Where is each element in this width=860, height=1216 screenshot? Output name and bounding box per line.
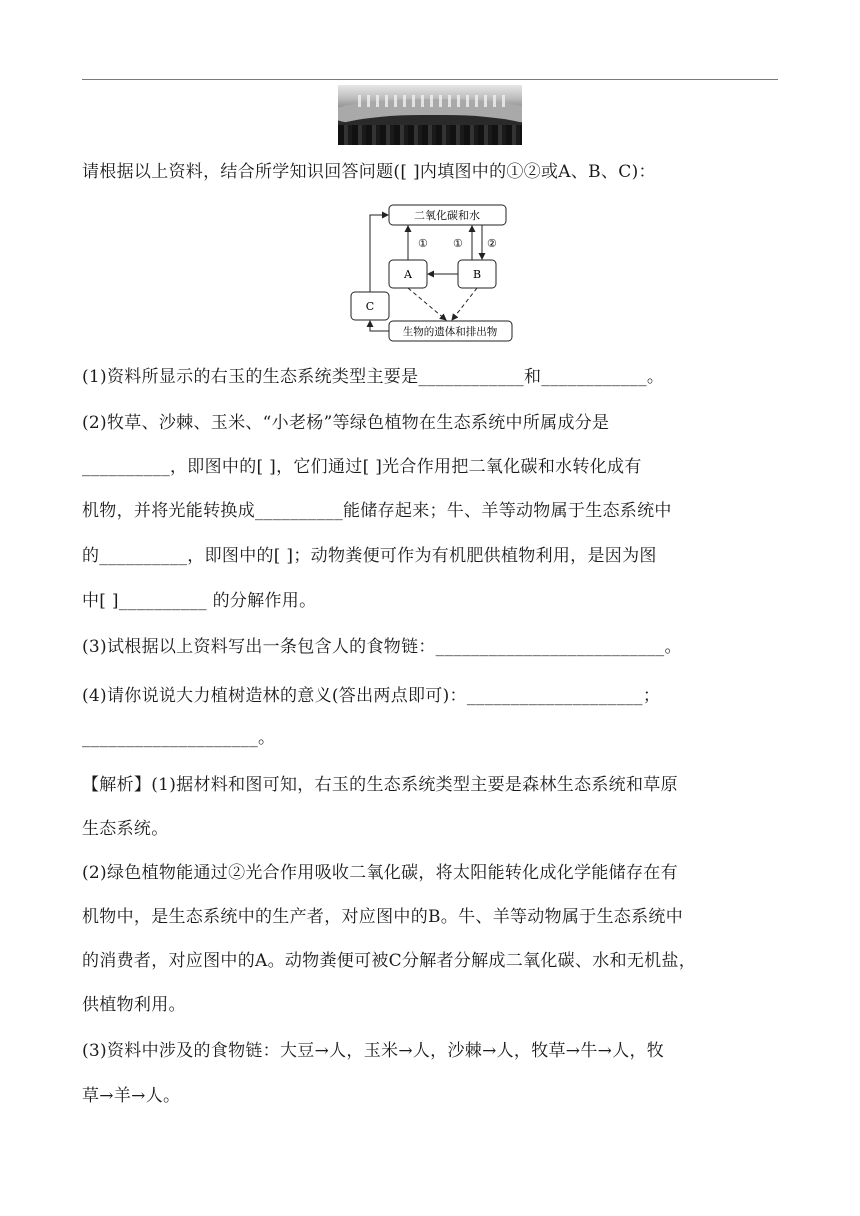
analysis-line-2: 生态系统。 bbox=[82, 819, 169, 839]
analysis-line-1: 【解析】(1)据材料和图可知，右玉的生态系统类型主要是森林生态系统和草原 bbox=[82, 775, 678, 795]
arrow-c-to-co2 bbox=[370, 215, 388, 292]
ecosystem-diagram bbox=[346, 203, 516, 345]
question-2-line-4: 的__________，即图中的[ ]；动物粪便可作为有机肥供植物利用，是因为图 bbox=[82, 546, 657, 566]
arrow-a-to-remains bbox=[408, 288, 446, 320]
analysis-line-6: 供植物利用。 bbox=[82, 995, 186, 1015]
analysis-line-3: (2)绿色植物能通过②光合作用吸收二氧化碳，将太阳能转化成化学能储存在有 bbox=[82, 863, 678, 883]
question-2-line-3: 机物，并将光能转换成__________能储存起来；牛、羊等动物属于生态系统中 bbox=[82, 501, 672, 521]
node-c-label: C bbox=[365, 300, 375, 313]
question-intro: 请根据以上资料，结合所学知识回答问题([ ]内填图中的①②或A、B、C)： bbox=[82, 162, 656, 182]
arrow-remains-to-c bbox=[370, 321, 389, 331]
node-b-label: B bbox=[472, 268, 482, 281]
analysis-line-8: 草→羊→人。 bbox=[82, 1086, 181, 1106]
landscape-photo bbox=[338, 85, 522, 145]
arrow-b-to-remains bbox=[452, 288, 477, 320]
arrow-b-down-label: ② bbox=[487, 237, 497, 250]
analysis-line-5: 的消费者，对应图中的A。动物粪便可被C分解者分解成二氧化碳、水和无机盐， bbox=[82, 951, 697, 971]
question-1: (1)资料所显示的右玉的生态系统类型主要是____________和____________。 bbox=[82, 367, 665, 387]
question-4-line-2: ____________________。 bbox=[82, 728, 276, 748]
question-2-line-2: __________，即图中的[ ]，它们通过[ ]光合作用把二氧化碳和水转化成有 bbox=[82, 457, 642, 477]
header-rule bbox=[82, 79, 778, 80]
question-4-line-1: (4)请你说说大力植树造林的意义(答出两点即可)：____________________； bbox=[82, 686, 661, 706]
arrow-a-label: ① bbox=[418, 237, 428, 250]
co2-water-label: 二氧化碳和水 bbox=[414, 209, 480, 222]
question-3: (3)试根据以上资料写出一条包含人的食物链：__________________________。 bbox=[82, 637, 682, 657]
analysis-line-4: 机物中，是生态系统中的生产者，对应图中的B。牛、羊等动物属于生态系统中 bbox=[82, 907, 683, 927]
arrow-b-up-label: ① bbox=[453, 237, 463, 250]
remains-label: 生物的遗体和排出物 bbox=[402, 326, 498, 338]
node-a-label: A bbox=[404, 268, 412, 281]
question-2-line-1: (2)牧草、沙棘、玉米、“小老杨”等绿色植物在生态系统中所属成分是 bbox=[82, 413, 610, 433]
analysis-line-7: (3)资料中涉及的食物链：大豆→人，玉米→人，沙棘→人，牧草→牛→人，牧 bbox=[82, 1041, 665, 1061]
question-2-line-5: 中[ ]__________ 的分解作用。 bbox=[82, 591, 317, 611]
